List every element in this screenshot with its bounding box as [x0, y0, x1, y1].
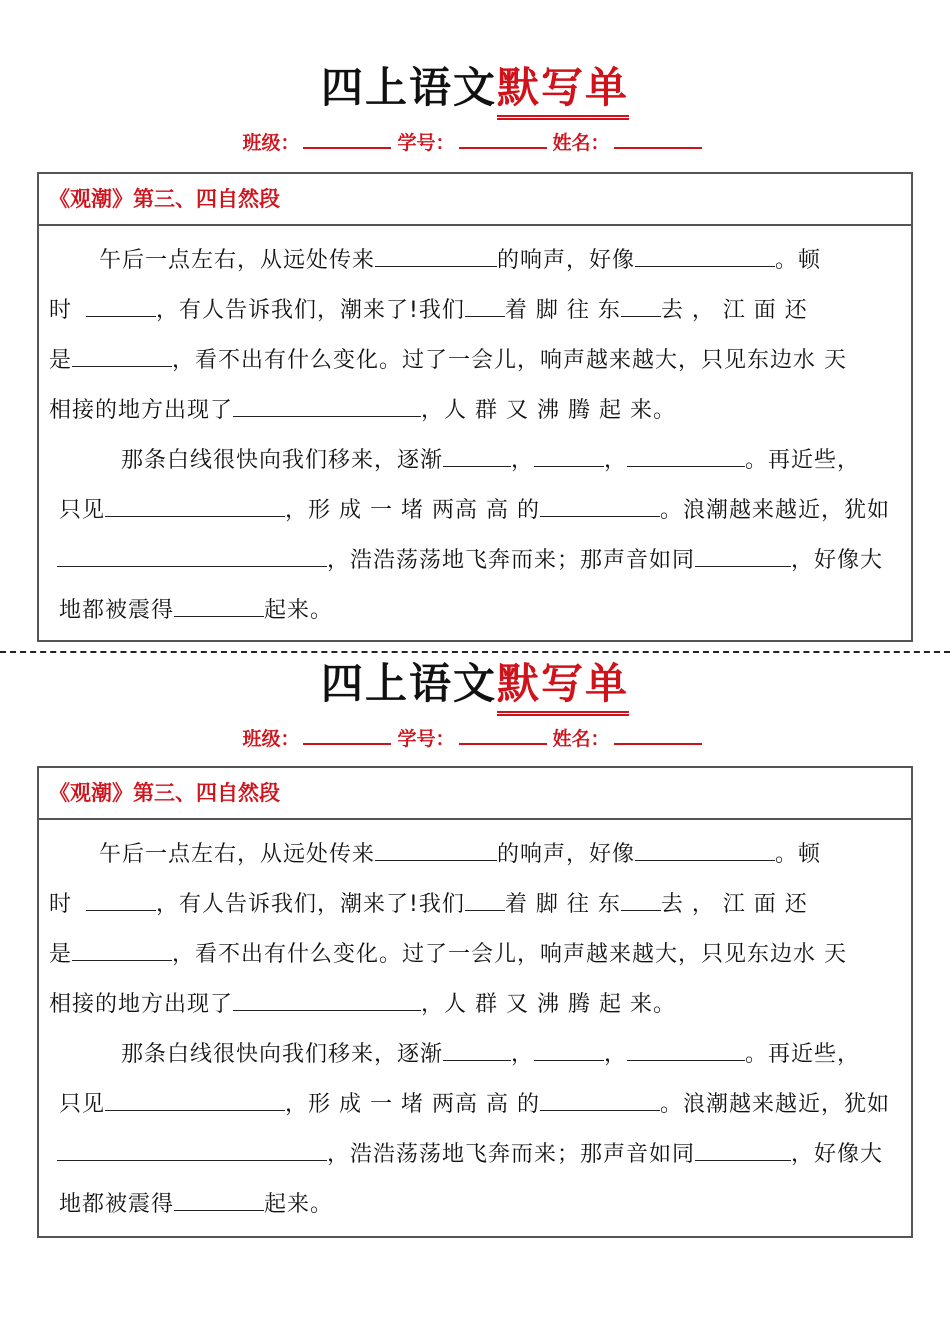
- text-line: ，浩浩荡荡地飞奔而来；那声音如同 ，好像大: [49, 1130, 887, 1180]
- title-plain: 四上语文: [320, 659, 497, 708]
- number-label: 学号：: [397, 728, 455, 750]
- class-label: 班级：: [242, 132, 300, 154]
- blank-field[interactable]: [57, 1130, 327, 1161]
- blank-field[interactable]: [621, 880, 661, 911]
- blank-field[interactable]: [174, 1180, 264, 1211]
- cut-line: [0, 651, 950, 653]
- blank-field[interactable]: [72, 930, 172, 961]
- name-label: 姓名：: [552, 132, 610, 154]
- section-title: 《观潮》第三、四自然段: [39, 174, 911, 226]
- dictation-text: [39, 226, 911, 636]
- text-line: 时 ，有人告诉我们，潮来了!我们 着 脚 往 东 去 ， 江 面 还: [49, 880, 887, 930]
- blank-field[interactable]: [443, 436, 511, 467]
- section-title: 《观潮》第三、四自然段: [39, 768, 911, 820]
- blank-field[interactable]: [540, 1080, 660, 1111]
- blank-field[interactable]: [627, 1030, 745, 1061]
- name-label: 姓名：: [552, 728, 610, 750]
- blank-field[interactable]: [375, 830, 497, 861]
- blank-field[interactable]: [233, 386, 421, 417]
- blank-field[interactable]: [465, 880, 505, 911]
- blank-field[interactable]: [621, 286, 661, 317]
- number-label: 学号：: [397, 132, 455, 154]
- text-line: 那条白线很快向我们移来，逐渐 ， ， 。再近些，: [49, 436, 887, 486]
- dictation-box: [37, 766, 913, 1238]
- student-info: [0, 128, 950, 158]
- text-line: 相接的地方出现了 ，人 群 又 沸 腾 起 来。: [49, 386, 887, 436]
- text-line: 地都被震得 起来。: [49, 586, 887, 636]
- title-red: 默写单: [497, 58, 629, 118]
- title-plain: 四上语文: [320, 63, 497, 112]
- text-line: 午后一点左右，从远处传来 的响声，好像 。顿: [49, 236, 887, 286]
- blank-field[interactable]: [174, 586, 264, 617]
- class-label: 班级：: [242, 728, 300, 750]
- blank-field[interactable]: [635, 236, 775, 267]
- blank-field[interactable]: [534, 1030, 604, 1061]
- text-line: ，浩浩荡荡地飞奔而来；那声音如同 ，好像大: [49, 536, 887, 586]
- blank-field[interactable]: [540, 486, 660, 517]
- blank-field[interactable]: [465, 286, 505, 317]
- title-red: 默写单: [497, 654, 629, 714]
- text-line: 时 ，有人告诉我们，潮来了!我们 着 脚 往 东 去 ， 江 面 还: [49, 286, 887, 336]
- blank-field[interactable]: [105, 486, 285, 517]
- text-line: 那条白线很快向我们移来，逐渐 ， ， 。再近些，: [49, 1030, 887, 1080]
- blank-field[interactable]: [695, 1130, 791, 1161]
- text-line: 午后一点左右，从远处传来 的响声，好像 。顿: [49, 830, 887, 880]
- blank-field[interactable]: [695, 536, 791, 567]
- blank-field[interactable]: [443, 1030, 511, 1061]
- blank-field[interactable]: [86, 880, 156, 911]
- student-info: [0, 724, 950, 754]
- text-line: 是 ，看不出有什么变化。过了一会儿，响声越来越大，只见东边水 天: [49, 930, 887, 980]
- blank-field[interactable]: [57, 536, 327, 567]
- blank-field[interactable]: [375, 236, 497, 267]
- text-line: 只见 ，形 成 一 堵 两高 高 的 。浪潮越来越近，犹如: [49, 1080, 887, 1130]
- blank-field[interactable]: [635, 830, 775, 861]
- class-field[interactable]: [303, 725, 391, 745]
- name-field[interactable]: [614, 725, 702, 745]
- text-line: 是 ，看不出有什么变化。过了一会儿，响声越来越大，只见东边水 天: [49, 336, 887, 386]
- text-line: 只见 ，形 成 一 堵 两高 高 的 。浪潮越来越近，犹如: [49, 486, 887, 536]
- blank-field[interactable]: [72, 336, 172, 367]
- worksheet-title: [0, 58, 950, 118]
- blank-field[interactable]: [627, 436, 745, 467]
- blank-field[interactable]: [105, 1080, 285, 1111]
- text-line: 地都被震得 起来。: [49, 1180, 887, 1230]
- text-line: 相接的地方出现了 ，人 群 又 沸 腾 起 来。: [49, 980, 887, 1030]
- blank-field[interactable]: [534, 436, 604, 467]
- dictation-text: [39, 820, 911, 1230]
- blank-field[interactable]: [86, 286, 156, 317]
- dictation-box: [37, 172, 913, 642]
- class-field[interactable]: [303, 129, 391, 149]
- number-field[interactable]: [459, 129, 547, 149]
- blank-field[interactable]: [233, 980, 421, 1011]
- number-field[interactable]: [459, 725, 547, 745]
- name-field[interactable]: [614, 129, 702, 149]
- worksheet-title: [0, 654, 950, 714]
